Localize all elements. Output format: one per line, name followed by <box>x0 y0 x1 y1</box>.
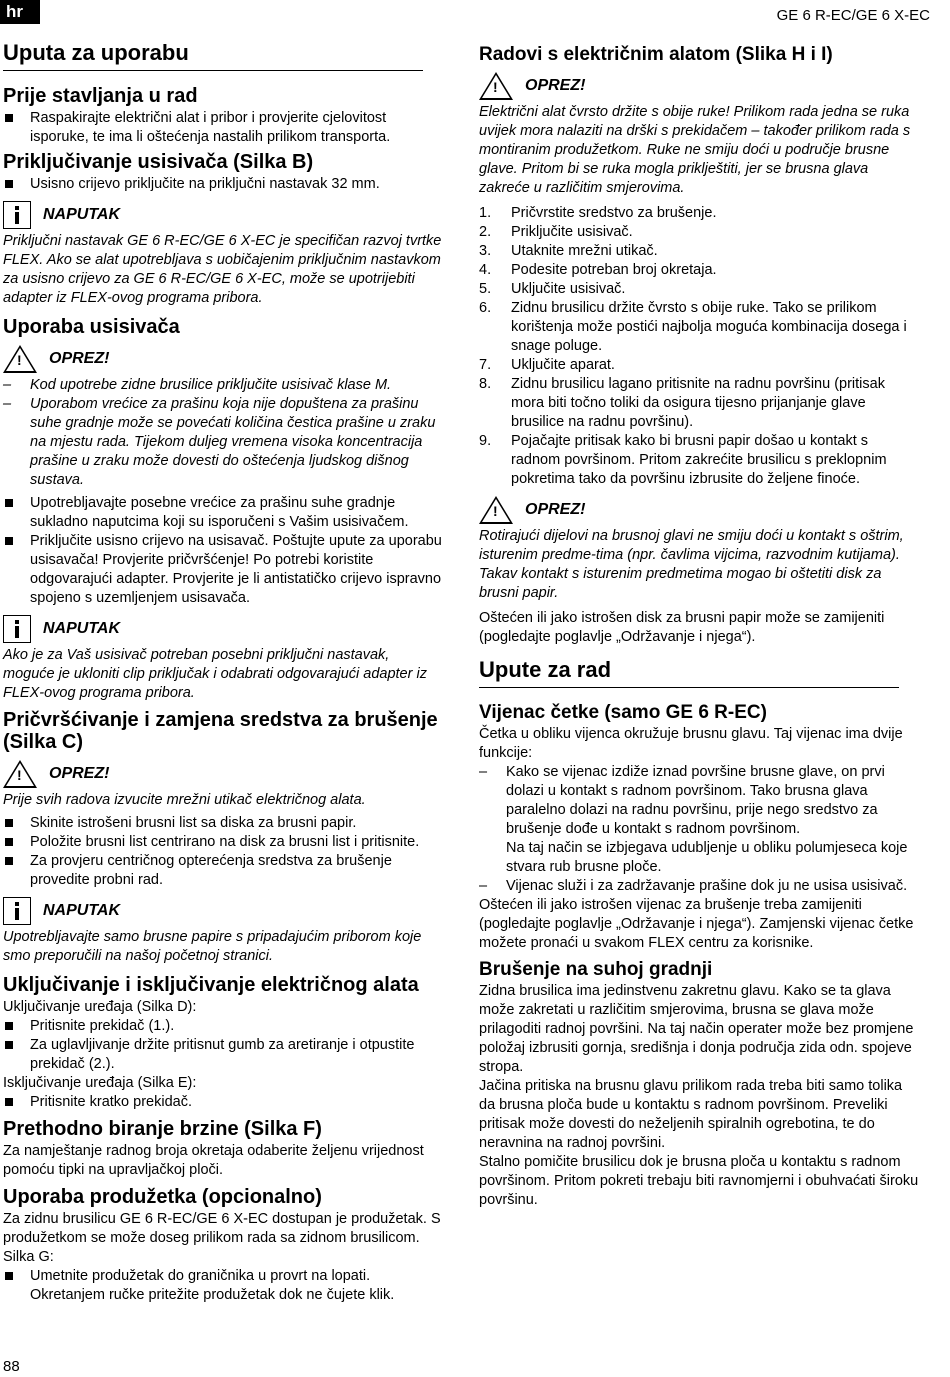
paragraph: Stalno pomičite brusilicu dok je brusna ploča u kontaktu s radnom površinom. Pritom pokreti trebaju biti ravnomjerni i obuhvaćati široku površinu. <box>479 1154 919 1208</box>
language-badge: hr <box>0 0 40 24</box>
step-item: 3. Utaknite mrežni utikač. <box>479 243 658 259</box>
note-header: NAPUTAK <box>3 614 443 644</box>
steps-list <box>479 204 919 489</box>
info-icon <box>3 201 31 229</box>
paragraph: Silka G: <box>3 1249 54 1265</box>
bullet-icon <box>3 1017 30 1036</box>
section-title: Vijenac četke (samo GE 6 R-EC) <box>479 702 767 723</box>
step-item: 1. Pričvrstite sredstvo za brušenje. <box>479 205 717 221</box>
section-title: Uporaba produžetka (opcionalno) <box>3 1186 322 1208</box>
section-title: Prije stavljanja u rad <box>3 85 198 107</box>
section-title: Upute za rad <box>479 657 899 688</box>
section-title: Priključivanje usisivača (Silka B) <box>3 151 314 173</box>
paragraph: Oštećen ili jako istrošen disk za brusni papir može se zamijeniti (pogledajte poglavlje „Održavanje i njega“). <box>479 610 885 645</box>
right-column <box>479 40 919 1210</box>
step-item: 8. Zidnu brusilicu lagano pritisnite na radnu površinu (pritisak mora biti točno toliki da osigura tijesno prijanjanje glave brusilice na radnu površinu). <box>479 376 885 430</box>
paragraph: Oštećen ili jako istrošen vijenac za brušenje treba zamijeniti (pogledajte poglavlje „Održavanje i njega“). Zamjenski vijenac četke možete pronaći u svakom FLEX centru za korisnike. <box>479 897 914 951</box>
paragraph: Četka u obliku vijenca okružuje brusnu glavu. Taj vijenac ima dvije funkcije: <box>479 726 903 761</box>
step-item: 7. Uključite aparat. <box>479 357 615 373</box>
info-icon <box>3 897 31 925</box>
step-item: 5. Uključite usisivač. <box>479 281 626 297</box>
bullet-item: Za provjeru centričnog opterećenja sredstva za brušenje provedite probni rad. <box>3 852 443 890</box>
warning-header: ! OPREZ! <box>3 344 443 374</box>
bullet-item: Položite brusni list centrirano na disk za brusni list i pritisnite. <box>3 833 443 852</box>
step-item: 4. Podesite potreban broj okretaja. <box>479 262 717 278</box>
paragraph: Za zidnu brusilicu GE 6 R-EC/GE 6 X-EC dostupan je produžetak. S produžetkom se može doseg prilikom rada sa zidnom brusilicom. <box>3 1211 441 1246</box>
section-title: Radovi s električnim alatom (Slika H i I) <box>479 44 833 65</box>
note-text: Ako je za Vaš usisivač potreban posebni priključni nastavak, moguće je ukloniti clip priključak i odabrati odgovarajući adapter iz FLEX-ovog programa pribora. <box>3 647 427 701</box>
warning-text: Rotirajući dijelovi na brusnoj glavi ne smiju doći u kontakt s oštrim, isturenim predme-tima (npr. čavlima vijcima, razvodnim kutijama). Takav kontakt s isturenim predmetima mogao bi oštetiti disk za brusni papir. <box>479 528 904 601</box>
warning-icon <box>479 496 513 524</box>
info-icon <box>3 615 31 643</box>
bullet-icon <box>3 833 30 852</box>
section-title: Uključivanje i isključivanje električnog alata <box>3 974 419 996</box>
model-header: GE 6 R-EC/GE 6 X-EC <box>776 7 930 24</box>
note-header: NAPUTAK <box>3 200 443 230</box>
step-item: 6. Zidnu brusilicu držite čvrsto s obije ruke. Tako se prilikom korištenja može postići najbolja moguća kombinacija dosega i snage poluge. <box>479 300 907 354</box>
paragraph: Jačina pritiska na brusnu glavu prilikom rada treba biti samo tolika da brusna ploča bude u kontaktu s radnom površinom. Preveliki pritisak može dovesti do neželjenih spiralnih ogrebotina, te do neravnina na radnoj površini. <box>479 1078 903 1151</box>
note-text: Priključni nastavak GE 6 R-EC/GE 6 X-EC je specifičan razvoj tvrtke FLEX. Ako se alat upotrebljava s uobičajenim priključnim nastavkom za usisno crijevo za GE 6 R-EC/GE 6 X-EC, može se upotrijebiti adapter iz FLEX-ovog programa pribora. <box>3 233 442 306</box>
bullet-icon <box>3 852 30 890</box>
warning-header: ! OPREZ! <box>3 759 443 789</box>
bullet-icon <box>3 1267 30 1305</box>
dash-item: – Vijenac služi i za zadržavanje prašine dok ju ne usisa usisivač. <box>479 878 908 894</box>
bullet-icon <box>3 494 30 532</box>
warning-icon <box>3 760 37 788</box>
note-header: NAPUTAK <box>3 896 443 926</box>
page-title: Uputa za uporabu <box>3 40 423 71</box>
bullet-icon <box>3 814 30 833</box>
bullet-item: Upotrebljavajte posebne vrećice za prašinu suhe gradnje sukladno naputcima koji su isporučeni s Vašim usisivačem. <box>3 494 443 532</box>
paragraph: Zidna brusilica ima jedinstvenu zakretnu glavu. Kako se ta glava može zakretati u različitim smjerovima, brusna se glava može prilagoditi radnoj površini. Na taj način operater može bez promjene položaj izbrusiti gornja, središnja i donja područja zida odn. spojeve stropa. <box>479 983 914 1075</box>
warning-header: ! OPREZ! <box>479 71 919 101</box>
page-number: 88 <box>3 1358 20 1375</box>
bullet-icon <box>3 1093 30 1112</box>
section-title: Prethodno biranje brzine (Silka F) <box>3 1118 322 1140</box>
warning-icon <box>3 345 37 373</box>
paragraph: Za namještanje radnog broja okretaja odaberite željenu vrijednost pomoću tipki na upravljačkoj ploči. <box>3 1143 424 1178</box>
section-title: Brušenje na suhoj gradnji <box>479 959 713 980</box>
paragraph: Isključivanje uređaja (Silka E): <box>3 1075 197 1091</box>
warning-icon <box>479 72 513 100</box>
bullet-item: Za uglavljivanje držite pritisnut gumb za aretiranje i otpustite prekidač (2.). <box>3 1036 443 1074</box>
paragraph: Uključivanje uređaja (Silka D): <box>3 999 197 1015</box>
bullet-icon <box>3 1036 30 1074</box>
bullet-item: Priključite usisno crijevo na usisavač. Poštujte upute za uporabu usisavača! Provjerite pričvršćenje! Po potrebi koristite odgovarajući adapter. Provjerite je li antistatičko crijevo ispravno spojeno s uzemljenjem usisavača. <box>3 532 443 608</box>
bullet-item: Skinite istrošeni brusni list sa diska za brusni papir. <box>3 814 443 833</box>
dash-item: – Uporabom vrećice za prašinu koja nije dopuštena za prašinu suhe gradnje može se povećati količina čestica prašine u zraku na mjestu rada. Tijekom duljeg vremena visoka koncentracija prašine u zraku može dovesti do oštećenja ljudskog dišnog sustava. <box>3 396 436 488</box>
warning-text: Električni alat čvrsto držite s obije ruke! Prilikom rada jedna se ruka uvijek mora nalaziti na drški s prekidačem – također prilikom rada s montiranim produžetkom. Ruke ne smiju doći u područje brusne glave. Pritom bi se ruka mogla priklještiti, jer se brusna glava zakreće u različitim smjerovima. <box>479 104 911 196</box>
bullet-icon <box>3 532 30 608</box>
bullet-item: Pritisnite kratko prekidač. <box>3 1093 443 1112</box>
note-text: Upotrebljavajte samo brusne papire s pripadajućim priborom koje smo preporučili na našoj početnoj stranici. <box>3 929 422 964</box>
bullet-item: Umetnite produžetak do graničnika u provrt na lopati. Okretanjem ručke pritežite produžetak dok ne čujete klik. <box>3 1267 443 1305</box>
dash-item: – Kako se vijenac izdiže iznad površine brusne glave, on prvi dolazi u kontakt s radnom površinom. Tako brusna glava paralelno dolazi na radnu površinu, prije nego sredstvo za brušenje dođe u kontakt s radnom površinom. Na taj način se izbjegava udubljenje u obliku polumjeseca koje stvara rub brusne ploče. <box>479 764 908 875</box>
bullet-icon <box>3 109 30 147</box>
warning-text: Prije svih radova izvucite mrežni utikač električnog alata. <box>3 792 366 808</box>
bullet-item: Pritisnite prekidač (1.). <box>3 1017 443 1036</box>
warning-header: ! OPREZ! <box>479 495 919 525</box>
step-item: 9. Pojačajte pritisak kako bi brusni papir došao u kontakt s radnom površinom. Pritom zakrećite brusilicu s preklopnim pokretima tako da površinu izbrusite do željene finoće. <box>479 433 887 487</box>
section-title: Pričvršćivanje i zamjena sredstva za brušenje (Silka C) <box>3 709 438 753</box>
bullet-item: Raspakirajte električni alat i pribor i provjerite cjelovitost isporuke, te ima li oštećenja nastalih prilikom transporta. <box>3 109 443 147</box>
dash-item: – Kod upotrebe zidne brusilice priključite usisivač klase M. <box>3 377 392 393</box>
step-item: 2. Priključite usisivač. <box>479 224 633 240</box>
bullet-icon <box>3 175 30 194</box>
section-title: Uporaba usisivača <box>3 316 180 338</box>
left-column <box>3 40 443 1305</box>
bullet-item: Usisno crijevo priključite na priključni nastavak 32 mm. <box>3 175 443 194</box>
